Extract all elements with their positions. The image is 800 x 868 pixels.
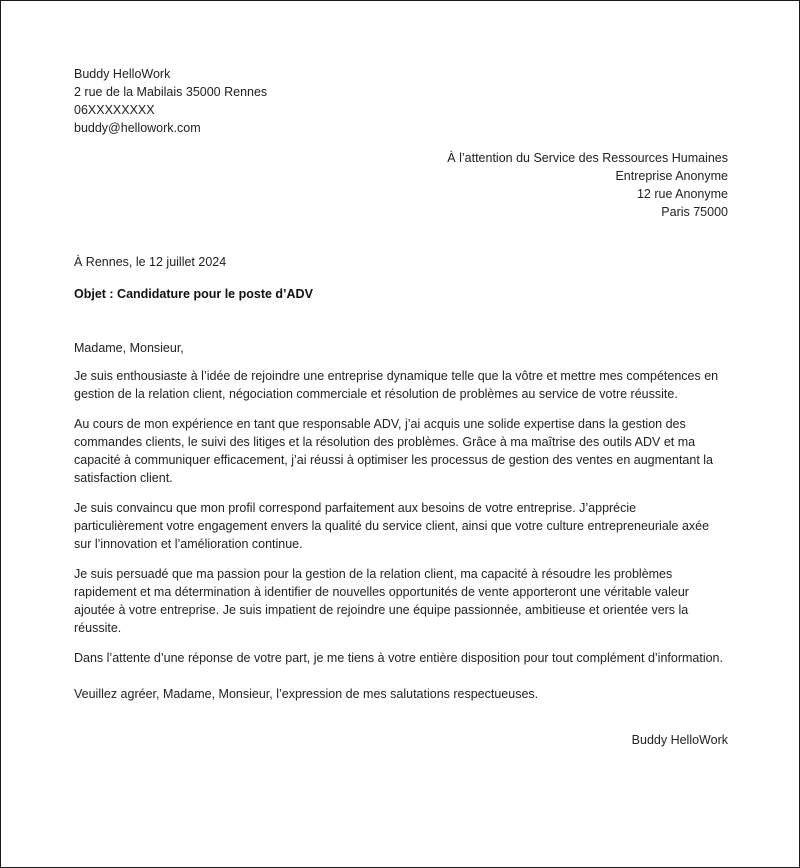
recipient-attention: À l’attention du Service des Ressources Humaines (447, 151, 728, 165)
sender-name: Buddy HelloWork (74, 67, 171, 81)
recipient-company: Entreprise Anonyme (615, 169, 728, 183)
body-paragraph-4: Je suis persuadé que ma passion pour la gestion de la relation client, ma capacité à résoudre les problèmes rapidement et ma détermination à identifier de nouvelles opportunités de vente apporteront une véritable valeur ajoutée à votre entreprise. Je suis impatient de rejoindre une équipe passionnée, ambitieuse et orientée vers la réussite. (74, 567, 689, 635)
body-paragraph-5: Dans l’attente d’une réponse de votre part, je me tiens à votre entière disposition pour tout complément d’information. (74, 651, 723, 665)
letter-subject: Objet : Candidature pour le poste d’ADV (74, 287, 313, 301)
signature: Buddy HelloWork (631, 733, 728, 747)
letter-content (74, 65, 728, 749)
recipient-block (74, 149, 728, 221)
recipient-city: Paris 75000 (661, 205, 728, 219)
body-paragraph-1: Je suis enthousiaste à l’idée de rejoindre une entreprise dynamique telle que la vôtre et mettre mes compétences en gestion de la relation client, négociation commerciale et résolution de problèmes au service de votre réussite. (74, 369, 719, 401)
place-date: À Rennes, le 12 juillet 2024 (74, 255, 227, 269)
sender-block (74, 65, 728, 137)
salutation: Madame, Monsieur, (74, 341, 184, 355)
sender-phone: 06XXXXXXXX (74, 103, 155, 117)
body-paragraph-2: Au cours de mon expérience en tant que responsable ADV, j’ai acquis une solide expertise dans la gestion des commandes clients, le suivi des litiges et la résolution des problèmes. Grâce à ma maîtrise des outils ADV et ma capacité à communiquer efficacement, j’ai réussi à optimiser les processus de gestion des ventes en augmentant la satisfaction client. (74, 417, 714, 485)
recipient-street: 12 rue Anonyme (636, 187, 728, 201)
closing-formula: Veuillez agréer, Madame, Monsieur, l’expression de mes salutations respectueuses. (74, 687, 539, 701)
sender-email: buddy@hellowork.com (74, 121, 201, 135)
body-paragraph-3: Je suis convaincu que mon profil correspond parfaitement aux besoins de votre entreprise. J’apprécie particulièrement votre engagement envers la qualité du service client, ainsi que votre culture entrepreneuriale axée sur l’innovation et l’amélioration continue. (74, 501, 710, 551)
sender-address: 2 rue de la Mabilais 35000 Rennes (74, 85, 268, 99)
